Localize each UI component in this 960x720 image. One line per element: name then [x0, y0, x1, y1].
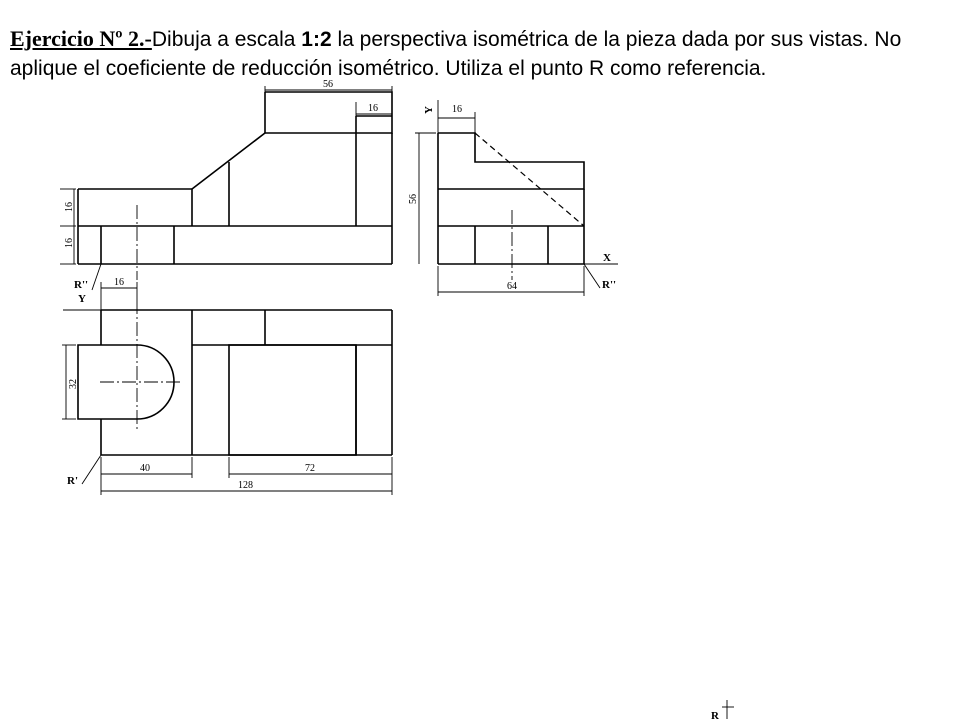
axis-y-top: Y	[78, 293, 86, 305]
side-view	[408, 100, 618, 296]
dim-56-front: 56	[323, 79, 333, 90]
dim-128-top: 128	[238, 480, 253, 491]
scale-value: 1:2	[301, 28, 332, 51]
dim-72-top: 72	[305, 463, 315, 474]
statement-text-1: Dibuja a escala	[151, 28, 302, 51]
front-view	[60, 79, 392, 291]
reference-point-r	[711, 700, 734, 720]
dim-40-top: 40	[140, 463, 150, 474]
dim-16-side: 16	[452, 104, 462, 115]
dim-16-front: 16	[368, 103, 378, 114]
dim-16a-front: 16	[64, 202, 75, 212]
label-r-front: R''	[74, 279, 89, 291]
top-view	[62, 277, 392, 495]
dim-64-side: 64	[507, 281, 517, 292]
dim-16b-front: 16	[64, 238, 75, 248]
dim-32-top: 32	[68, 379, 79, 389]
exercise-heading: Ejercicio Nº 2.-	[10, 26, 152, 51]
dim-16-top: 16	[114, 277, 124, 288]
dim-56-side: 56	[408, 194, 419, 204]
statement-text-2: la perspectiva isométrica de la pieza dada por sus vistas. No aplique el coeficiente de reducción isométrico. Utiliza el punto R como referencia.	[10, 28, 902, 80]
label-r-side: R''	[602, 279, 617, 291]
axis-x-side: X	[603, 252, 611, 264]
label-r-point: R	[711, 710, 719, 720]
axis-y-side: Y	[423, 106, 435, 114]
label-r-top: R'	[67, 475, 78, 487]
